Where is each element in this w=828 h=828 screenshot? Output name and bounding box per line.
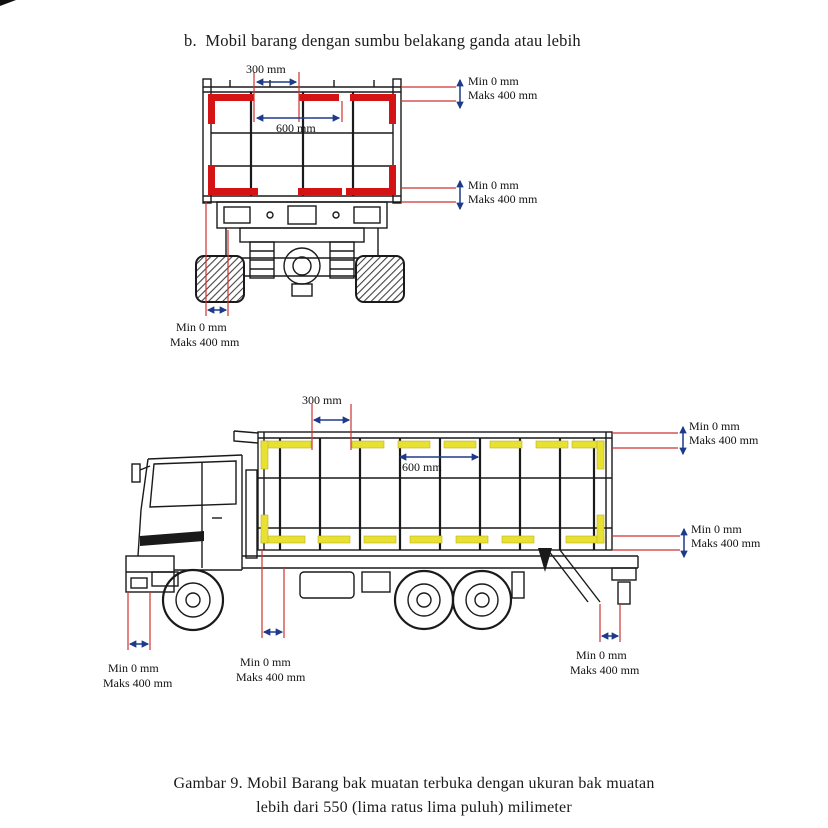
side-gap-300-label: 300 mm — [302, 393, 342, 407]
side-bottom-right-maks-label: Maks 400 mm — [570, 663, 640, 677]
rear-bottom-left-min-label: Min 0 mm — [176, 320, 227, 334]
rear-gap-300-label: 300 mm — [246, 62, 286, 76]
side-bottom-mid-min-label: Min 0 mm — [240, 655, 291, 669]
page-corner-mark — [0, 0, 16, 6]
rear-gap-600-label: 600 mm — [276, 121, 316, 135]
rear-bottom-left-maks-label: Maks 400 mm — [170, 335, 240, 349]
side-bottom-left-maks-label: Maks 400 mm — [103, 676, 173, 690]
side-bottom-mid-maks-label: Maks 400 mm — [236, 670, 306, 684]
rear-mid-right-min-label: Min 0 mm — [468, 178, 519, 192]
side-bottom-left-min-label: Min 0 mm — [108, 661, 159, 675]
side-top-right-min-label: Min 0 mm — [689, 419, 740, 433]
side-rear-wheel-2 — [453, 571, 511, 629]
side-view-drawing — [126, 431, 638, 630]
figure-caption-line2: lebih dari 550 (lima ratus lima puluh) milimeter — [256, 799, 572, 816]
side-mid-right-maks-label: Maks 400 mm — [691, 536, 761, 550]
side-gap-600-label: 600 mm — [402, 460, 442, 474]
section-heading: b. Mobil barang dengan sumbu belakang ganda atau lebih — [184, 31, 581, 50]
rear-top-right-min-label: Min 0 mm — [468, 74, 519, 88]
side-top-right-maks-label: Maks 400 mm — [689, 433, 759, 447]
side-rear-wheel-1 — [395, 571, 453, 629]
side-mid-right-min-label: Min 0 mm — [691, 522, 742, 536]
rear-top-right-maks-label: Maks 400 mm — [468, 88, 538, 102]
side-front-wheel — [163, 570, 223, 630]
cab-stripe — [140, 531, 204, 546]
side-bottom-right-min-label: Min 0 mm — [576, 648, 627, 662]
figure-caption-line1: Gambar 9. Mobil Barang bak muatan terbuka dengan ukuran bak muatan — [173, 775, 655, 792]
figure-caption — [0, 772, 828, 820]
rear-right-wheel — [356, 256, 404, 302]
rear-left-wheel — [196, 256, 244, 302]
rear-mid-right-maks-label: Maks 400 mm — [468, 192, 538, 206]
